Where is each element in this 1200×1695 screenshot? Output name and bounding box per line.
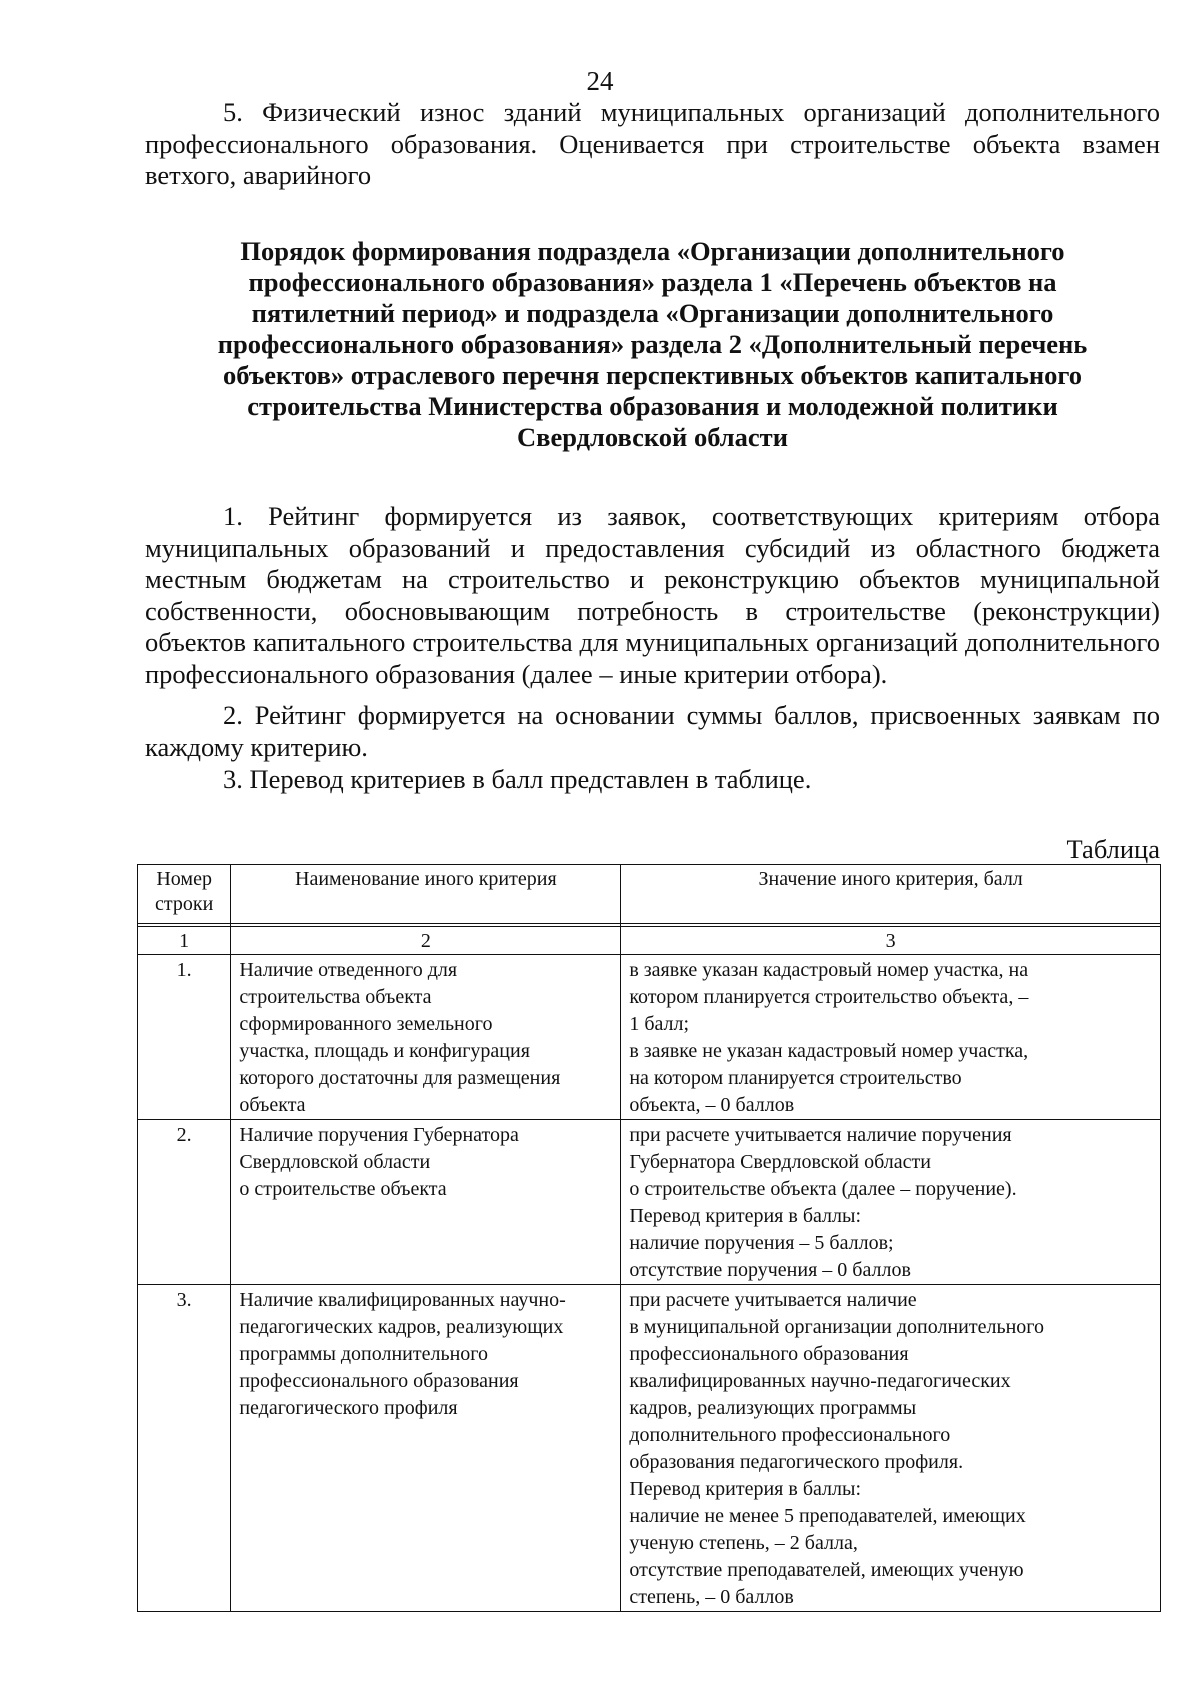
cell-line: котором планируется строительство объекта, –: [629, 986, 1029, 1008]
table-header-row: [138, 865, 1161, 924]
criterion-value: [621, 1120, 1161, 1285]
paragraph-rating-sum: 2. Рейтинг формируется на основании суммы баллов, присвоенных заявкам по каждому критерию.: [145, 700, 1160, 762]
row-number: 2.: [138, 1120, 231, 1285]
heading-line: профессионального образования» раздела 2 «Дополнительный перечень: [217, 329, 1088, 359]
cell-line: объекта, – 0 баллов: [629, 1094, 795, 1116]
criterion-name: [231, 1285, 621, 1612]
cell-line: профессионального образования: [629, 1343, 909, 1365]
cell-line: образования педагогического профиля.: [629, 1451, 964, 1473]
paragraph-conversion: 3. Перевод критериев в балл представлен в таблице.: [223, 764, 812, 794]
cell-line: при расчете учитывается наличие поручения: [629, 1124, 1012, 1146]
criterion-value: [621, 955, 1161, 1120]
cell-line: в заявке указан кадастровый номер участка, на: [629, 959, 1029, 981]
cell-line: Перевод критерия в баллы:: [629, 1478, 861, 1500]
table-caption: Таблица: [1066, 834, 1160, 864]
cell-line: профессионального образования: [239, 1370, 519, 1392]
section-heading: [160, 236, 1145, 453]
cell-line: объекта: [239, 1094, 306, 1116]
criteria-table: [137, 864, 1161, 1612]
column-number-row: [138, 927, 1161, 955]
cell-line: отсутствие преподавателей, имеющих ученую: [629, 1559, 1024, 1581]
heading-line: Порядок формирования подраздела «Организации дополнительного: [240, 236, 1065, 266]
cell-line: наличие поручения – 5 баллов;: [629, 1232, 894, 1254]
cell-line: программы дополнительного: [239, 1343, 489, 1365]
cell-line: при расчете учитывается наличие: [629, 1289, 917, 1311]
cell-line: Наличие отведенного для: [239, 959, 458, 981]
column-number: 1: [138, 927, 231, 955]
row-number: 1.: [138, 955, 231, 1120]
heading-line: пятилетний период» и подраздела «Организации дополнительного: [251, 298, 1054, 328]
cell-line: ученую степень, – 2 балла,: [629, 1532, 858, 1554]
cell-line: о строительстве объекта (далее – поручение).: [629, 1178, 1017, 1200]
heading-line: объектов» отраслевого перечня перспективных объектов капитального: [223, 360, 1082, 390]
cell-line: педагогического профиля: [239, 1397, 458, 1419]
table-row: [138, 1120, 1161, 1285]
cell-line: 1 балл;: [629, 1013, 690, 1035]
header-criterion-value: Значение иного критерия, балл: [621, 865, 1161, 924]
cell-line: сформированного земельного: [239, 1013, 493, 1035]
criterion-name: [231, 1120, 621, 1285]
page-number: 24: [586, 66, 614, 96]
cell-line: степень, – 0 баллов: [629, 1586, 794, 1608]
cell-line: педагогических кадров, реализующих: [239, 1316, 564, 1338]
column-number: 3: [621, 927, 1161, 955]
cell-line: кадров, реализующих программы: [629, 1397, 917, 1419]
cell-line: дополнительного профессионального: [629, 1424, 951, 1446]
cell-line: Свердловской области: [239, 1151, 431, 1173]
cell-line: отсутствие поручения – 0 баллов: [629, 1259, 911, 1281]
column-number: 2: [231, 927, 621, 955]
cell-line: квалифицированных научно-педагогических: [629, 1370, 1011, 1392]
paragraph-rating-source: 1. Рейтинг формируется из заявок, соответствующих критериям отбора муниципальных образований и предоставления субсидий из областного бюджета местным бюджетам на строительство и реконструкцию объектов муниципальной собственности, обосновывающим потребность в строительстве (реконструкции) объектов капитального строительства для муниципальных организаций дополнительного профессионального образования (далее – иные критерии отбора).: [145, 501, 1160, 689]
cell-line: о строительстве объекта: [239, 1178, 447, 1200]
cell-line: Наличие поручения Губернатора: [239, 1124, 519, 1146]
cell-line: Перевод критерия в баллы:: [629, 1205, 861, 1227]
cell-line: наличие не менее 5 преподавателей, имеющих: [629, 1505, 1026, 1527]
cell-line: на котором планируется строительство: [629, 1067, 962, 1089]
criterion-name: [231, 955, 621, 1120]
heading-line: строительства Министерства образования и молодежной политики: [247, 391, 1058, 421]
heading-line: Свердловской области: [517, 422, 788, 452]
row-number: 3.: [138, 1285, 231, 1612]
table-row: [138, 1285, 1161, 1612]
cell-line: Наличие квалифицированных научно-: [239, 1289, 566, 1311]
cell-line: строительства объекта: [239, 986, 432, 1008]
table-row: [138, 955, 1161, 1120]
criterion-value: [621, 1285, 1161, 1612]
cell-line: в муниципальной организации дополнительного: [629, 1316, 1045, 1338]
heading-line: профессионального образования» раздела 1 «Перечень объектов на: [248, 267, 1057, 297]
cell-line: участка, площадь и конфигурация: [239, 1040, 530, 1062]
cell-line: Губернатора Свердловской области: [629, 1151, 931, 1173]
cell-line: которого достаточны для размещения: [239, 1067, 561, 1089]
intro-paragraph: 5. Физический износ зданий муниципальных организаций дополнительного профессионального образования. Оценивается при строительстве объекта взамен ветхого, аварийного: [145, 97, 1160, 190]
cell-line: в заявке не указан кадастровый номер участка,: [629, 1040, 1029, 1062]
header-row-number: Номер строки: [138, 865, 231, 924]
header-criterion-name: Наименование иного критерия: [231, 865, 621, 924]
